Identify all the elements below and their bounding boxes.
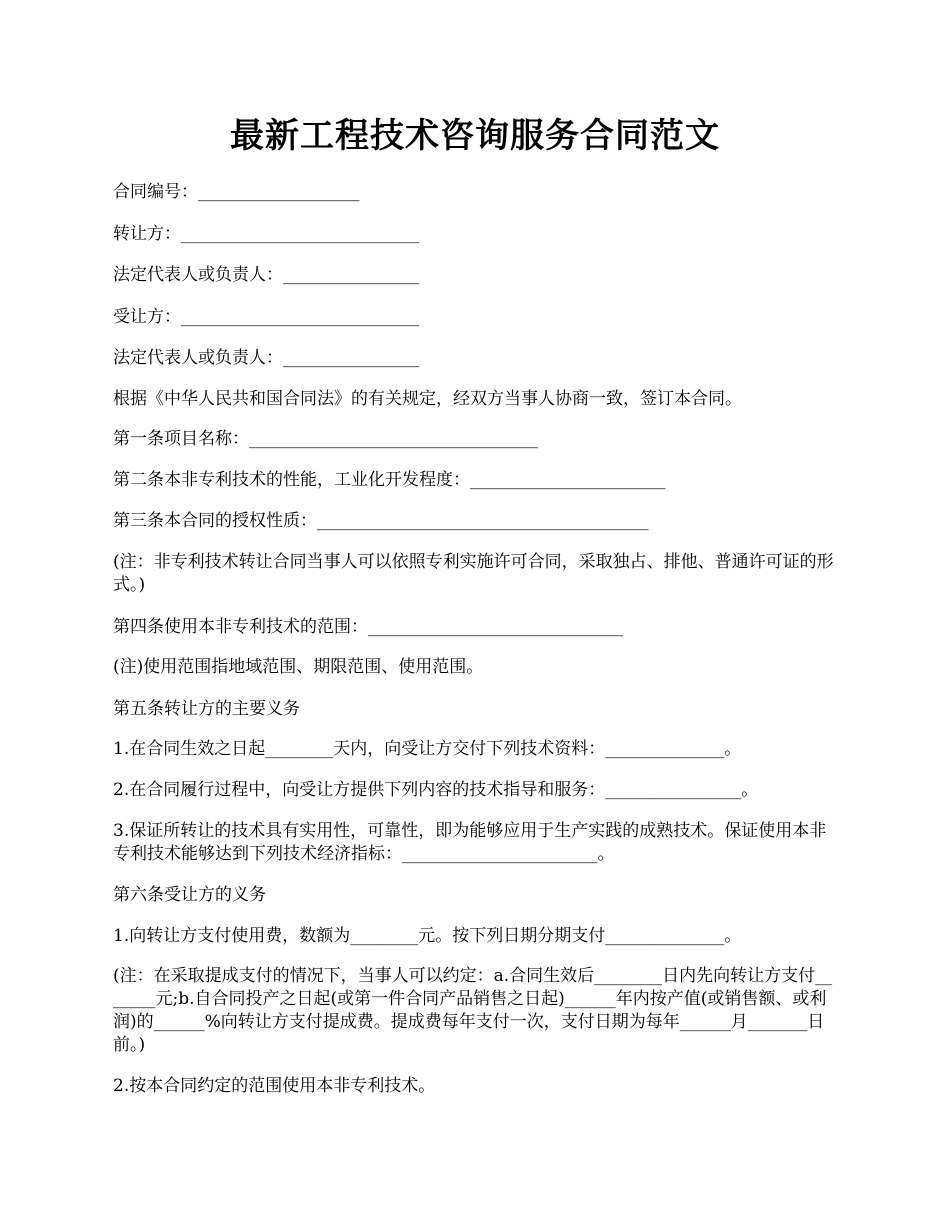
article-5-heading: 第五条转让方的主要义务 <box>113 699 300 719</box>
contract-number-line: 合同编号：___________________ <box>113 182 360 202</box>
article-1-line: 第一条项目名称：__________________________________ <box>113 429 538 449</box>
article-4-note: (注)使用范围指地域范围、期限范围、使用范围。 <box>113 657 484 677</box>
transferor-representative-line: 法定代表人或负责人：________________ <box>113 265 419 285</box>
article-3-line: 第三条本合同的授权性质：_______________________________________ <box>113 511 649 531</box>
article-5-item-1: 1.在合同生效之日起________天内，向受让方交付下列技术资料：______________。 <box>113 739 742 759</box>
article-6-item-1: 1.向转让方支付使用费，数额为________元。按下列日期分期支付______________。 <box>113 926 742 946</box>
transferor-line: 转让方：____________________________ <box>113 224 419 244</box>
transferee-line: 受让方：____________________________ <box>113 307 419 327</box>
article-5-item-2: 2.在合同履行过程中，向受让方提供下列内容的技术指导和服务：________________。 <box>113 780 759 800</box>
document-title: 最新工程技术咨询服务合同范文 <box>230 116 720 156</box>
transferee-representative-line: 法定代表人或负责人：________________ <box>113 348 419 368</box>
preamble-paragraph: 根据《中华人民共和国合同法》的有关规定，经双方当事人协商一致，签订本合同。 <box>113 389 742 409</box>
article-4-line: 第四条使用本非专利技术的范围：______________________________ <box>113 617 623 637</box>
article-6-heading: 第六条受让方的义务 <box>113 885 266 905</box>
article-3-note: (注：非专利技术转让合同当事人可以依照专利实施许可合同，采取独占、排他、普通许可证的形式。) <box>113 552 834 595</box>
article-2-line: 第二条本非专利技术的性能，工业化开发程度：_______________________ <box>113 470 666 490</box>
article-6-item-2: 2.按本合同约定的范围使用本非专利技术。 <box>113 1076 436 1096</box>
article-6-note: (注：在采取提成支付的情况下，当事人可以约定：a.合同生效后________日内先向转让方支付_______元;b.自合同投产之日起(或第一件合同产品销售之日起)______年内按产值(或销售额、或利润)的______%向转让方支付提成费。提成费每年支付一次，支付日期为每年______月_______日前。) <box>113 966 833 1055</box>
article-5-item-3: 3.保证所转让的技术具有实用性，可靠性，即为能够应用于生产实践的成熟技术。保证使用本非专利技术能够达到下列技术经济指标：_______________________。 <box>113 821 827 864</box>
